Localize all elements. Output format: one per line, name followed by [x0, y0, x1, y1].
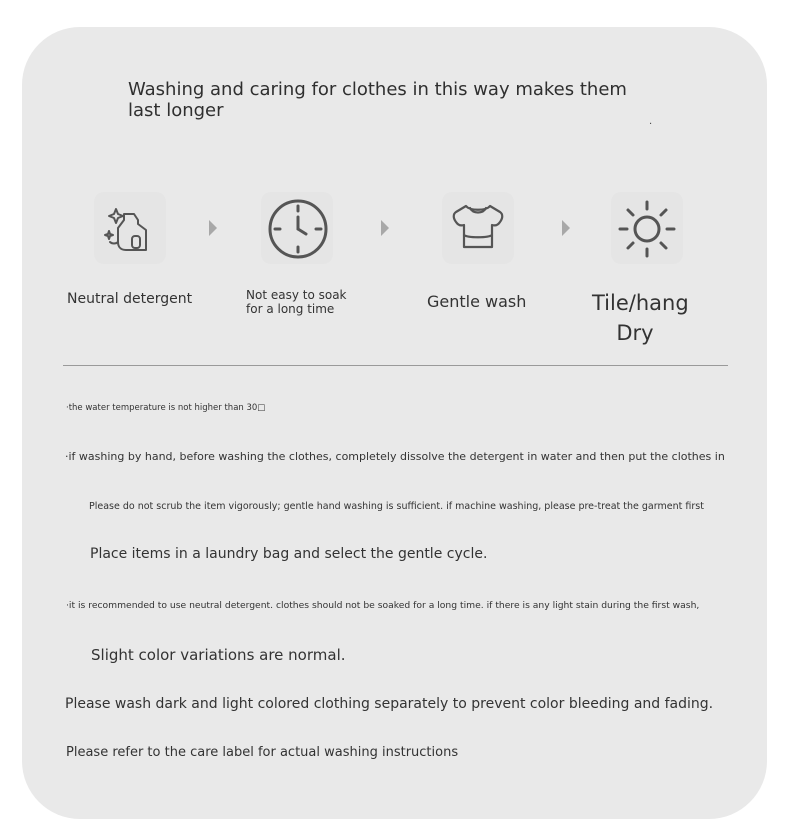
step-label-soak — [246, 288, 347, 316]
step-label-soak-line1: Not easy to soak — [246, 288, 347, 302]
note-line: ·it is recommended to use neutral detergent. clothes should not be soaked for a long time. if there is any light stain during the first wash, — [66, 600, 700, 611]
step-arrow-1 — [208, 219, 218, 237]
shirt-icon-box — [442, 192, 514, 264]
clock-icon — [261, 192, 333, 264]
note-line: Please refer to the care label for actual washing instructions — [66, 745, 459, 760]
page-title: Washing and caring for clothes in this way makes them last longer — [128, 79, 627, 121]
step-arrow-2 — [380, 219, 390, 237]
step-label-dry-line1: Tile/hang — [592, 291, 689, 315]
note-line: ·the water temperature is not higher than 30□ — [66, 403, 266, 413]
step-label-gentle-wash: Gentle wash — [427, 292, 527, 311]
stray-dot: . — [649, 116, 653, 127]
note-line: Place items in a laundry bag and select the gentle cycle. — [90, 546, 488, 562]
step-label-detergent: Neutral detergent — [67, 291, 193, 307]
note-line: Please do not scrub the item vigorously; gentle hand washing is sufficient. if machine washing, please pre-treat the garment first — [89, 501, 704, 512]
note-line: Please wash dark and light colored clothing separately to prevent color bleeding and fading. — [65, 696, 714, 712]
divider — [63, 365, 728, 366]
step-label-soak-line2: for a long time — [246, 302, 335, 316]
shirt-icon — [442, 192, 514, 264]
detergent-icon-box — [94, 192, 166, 264]
step-label-dry — [592, 288, 689, 348]
clock-icon-box — [261, 192, 333, 264]
detergent-bottle-icon — [94, 192, 166, 264]
step-arrow-3 — [561, 219, 571, 237]
sun-icon-box — [611, 192, 683, 264]
note-line: Slight color variations are normal. — [91, 646, 346, 664]
note-line: ·if washing by hand, before washing the clothes, completely dissolve the detergent in water and then put the clothes in — [65, 450, 725, 463]
step-label-dry-line2: Dry — [616, 321, 654, 345]
sun-icon — [611, 192, 683, 264]
